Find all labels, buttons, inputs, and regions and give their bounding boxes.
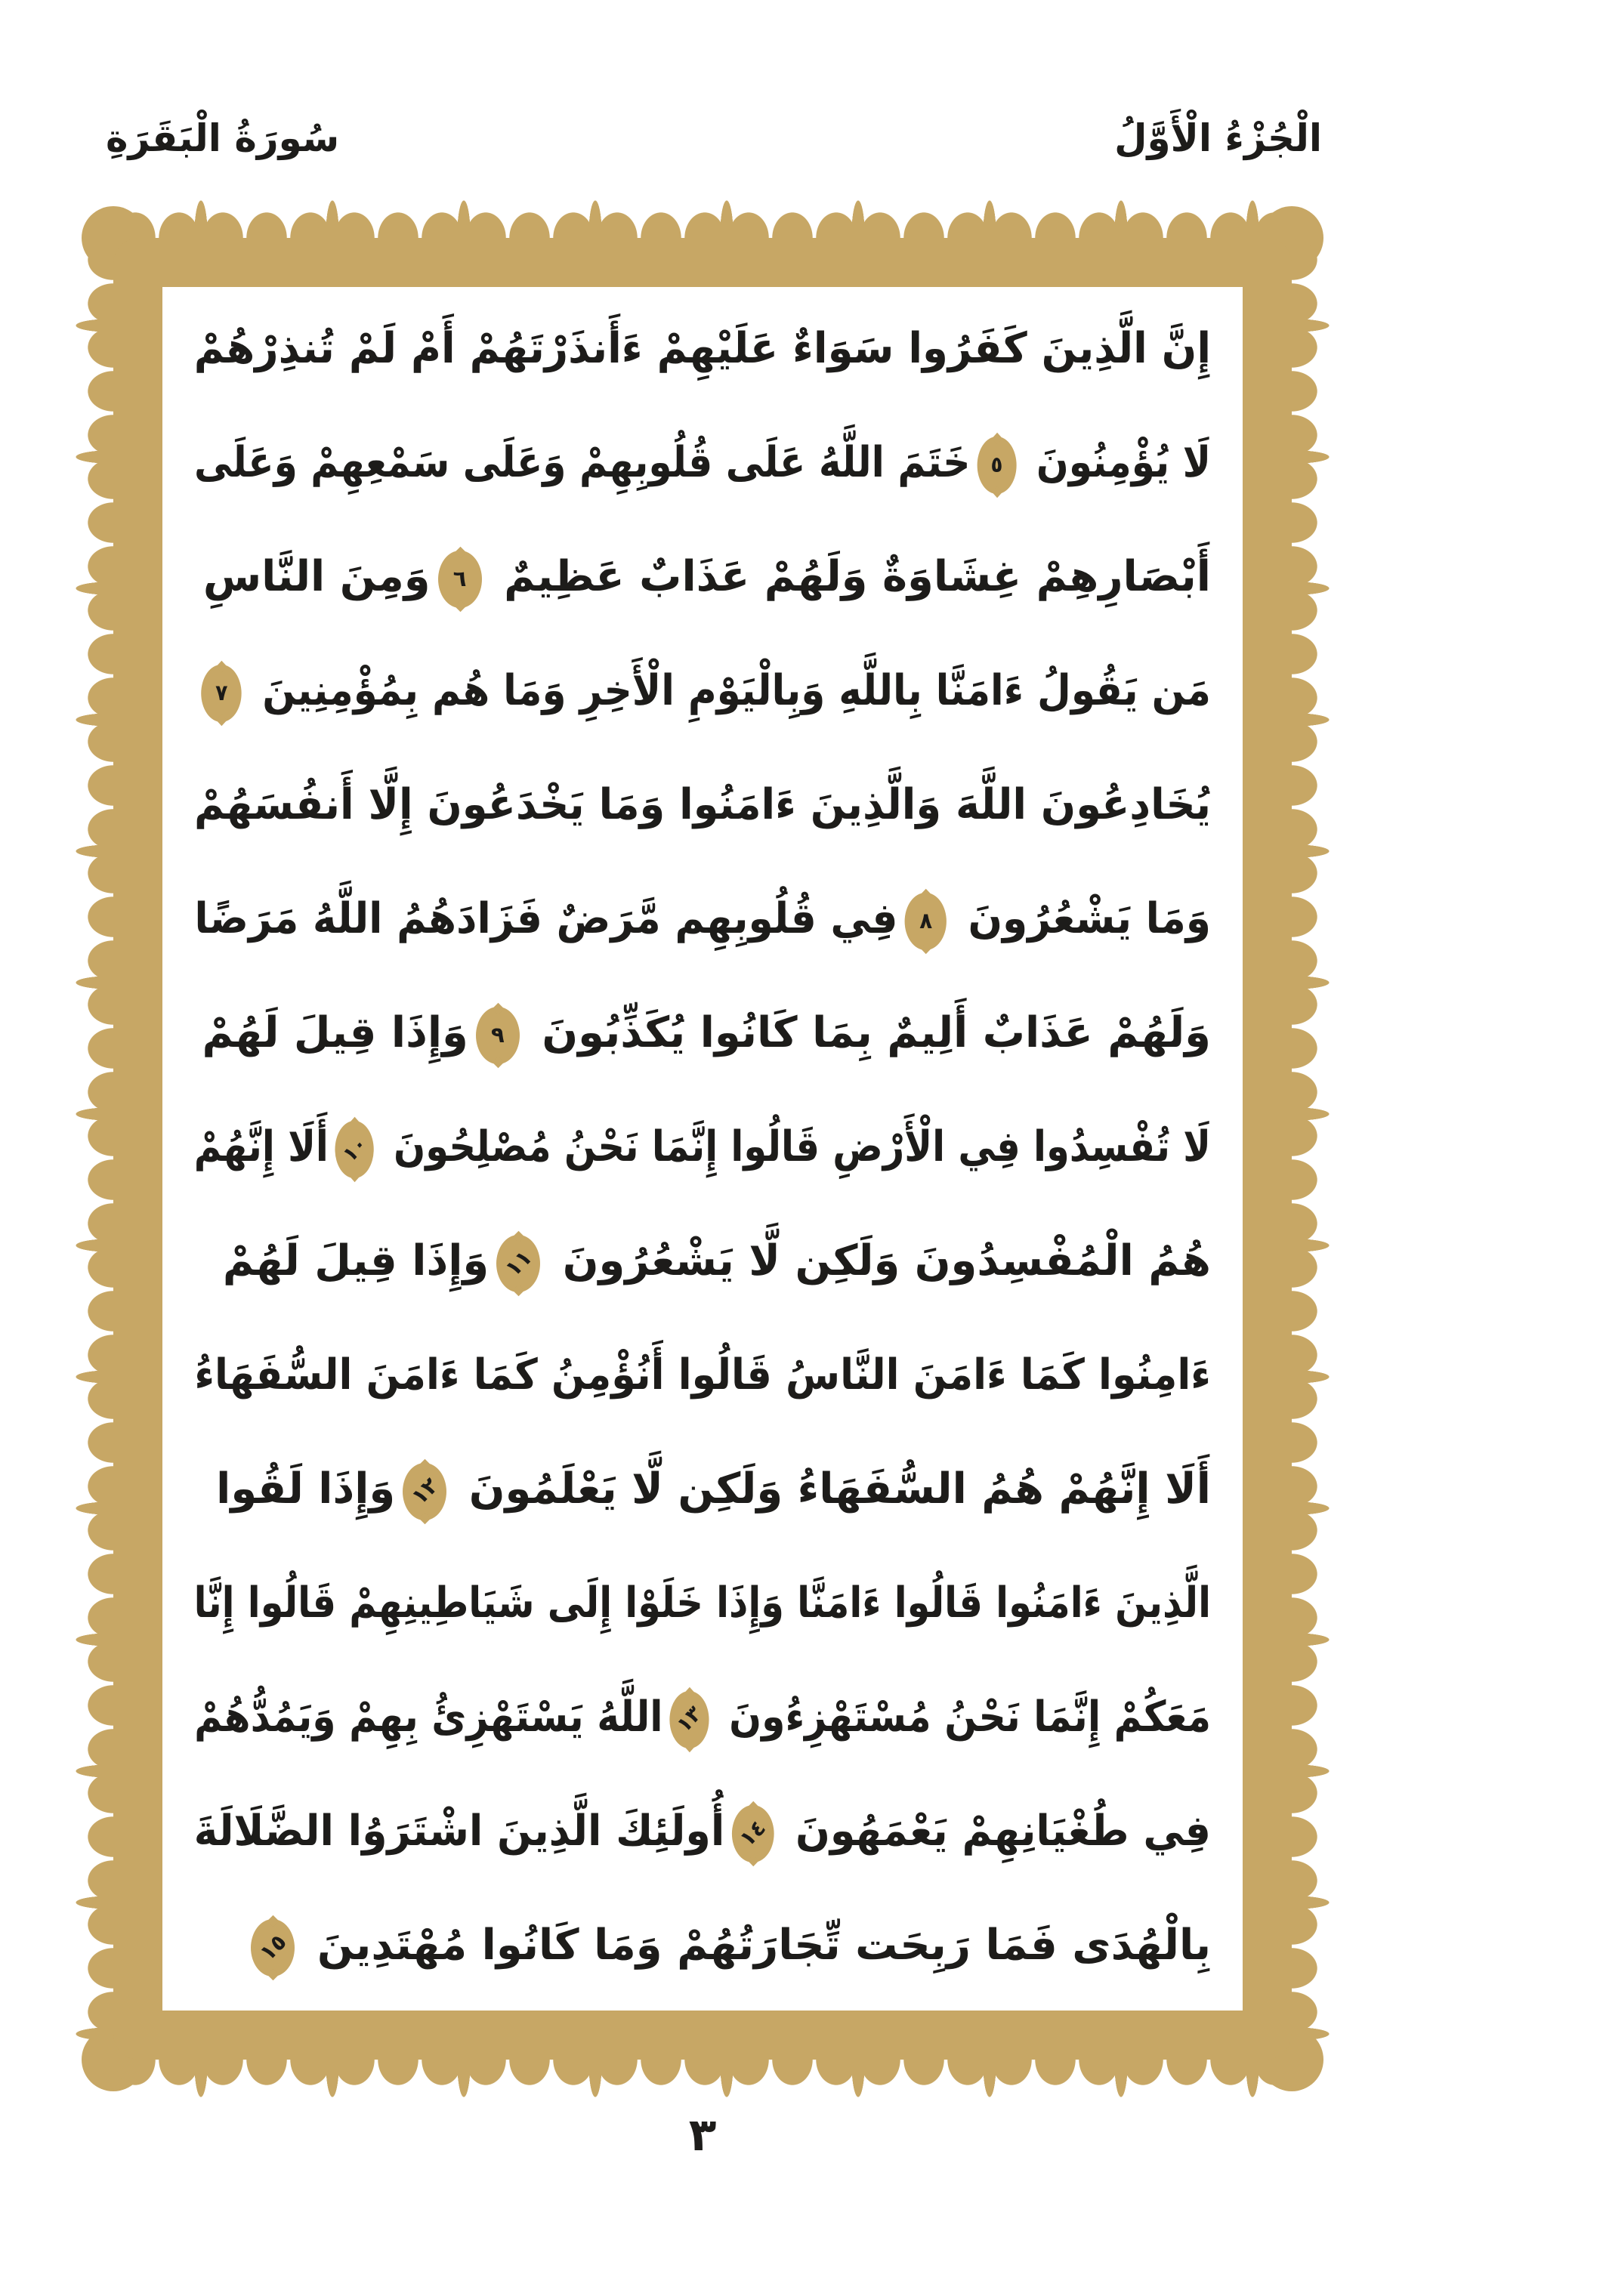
quran-text-block <box>162 287 1243 2011</box>
quran-line-text: مَعَكُمْ إِنَّمَا نَحْنُ مُسْتَهْزِءُونَ <box>729 1693 1211 1742</box>
verse-number: ٥ <box>990 452 1003 478</box>
quran-line-text: خَتَمَ اللَّهُ عَلَى قُلُوبِهِمْ وَعَلَى سَمْعِهِمْ وَعَلَى <box>193 438 971 487</box>
verse-marker <box>251 1919 295 1977</box>
quran-line <box>194 520 1211 634</box>
verse-marker <box>496 1235 540 1292</box>
quran-line <box>215 634 1212 748</box>
quran-line-text: أَلَا إِنَّهُمْ هُمُ السُّفَهَاءُ وَلَكِن لَّا يَعْلَمُونَ <box>468 1464 1211 1514</box>
verse-number: ٦ <box>452 566 467 592</box>
quran-line <box>193 1774 1211 1888</box>
verse-marker <box>335 1121 374 1178</box>
verse-number: ١٣ <box>672 1700 706 1739</box>
quran-line-text: هُمُ الْمُفْسِدُونَ وَلَكِن لَّا يَشْعُرُونَ <box>562 1236 1211 1285</box>
frame-scallop-bottom <box>113 2060 1292 2097</box>
verse-number: ١٤ <box>734 1814 771 1853</box>
quran-line <box>194 748 1211 862</box>
verse-number: ٧ <box>215 680 228 706</box>
frame-scallop-top <box>113 200 1292 238</box>
quran-line-text: الَّذِينَ ءَامَنُوا قَالُوا ءَامَنَّا وَإِذَا خَلَوْا إِلَى شَيَاطِينِهِمْ قَالُوا إِنَّا <box>193 1578 1211 1628</box>
verse-marker <box>669 1691 709 1748</box>
verse-marker <box>905 893 947 950</box>
quran-line <box>194 1432 1211 1546</box>
quran-line <box>193 1546 1211 1660</box>
verse-marker <box>977 437 1016 494</box>
quran-line <box>194 1888 1211 2002</box>
verse-marker <box>403 1463 446 1520</box>
quran-line-text: مَن يَقُولُ ءَامَنَّا بِاللَّهِ وَبِالْيَوْمِ الْأَخِرِ وَمَا هُم بِمُؤْمِنِينَ <box>262 666 1212 715</box>
quran-line-text: ءَامِنُوا كَمَا ءَامَنَ النَّاسُ قَالُوا أَنُؤْمِنُ كَمَا ءَامَنَ السُّفَهَاءُ <box>194 1350 1211 1400</box>
frame-scallop-right <box>1292 238 1330 2060</box>
quran-line-text: فِي طُغْيَانِهِمْ يَعْمَهُونَ <box>795 1807 1211 1856</box>
quran-line-text: لَا يُؤْمِنُونَ <box>1036 438 1211 487</box>
verse-number: ١٥ <box>254 1928 292 1967</box>
quran-line-text: وَإِذَا لَقُوا <box>216 1464 396 1514</box>
verse-number: ٨ <box>919 908 933 934</box>
verse-number: ١٢ <box>406 1472 443 1511</box>
juz-title: الْجُزْءُ الْأَوَّلُ <box>1114 116 1322 160</box>
quran-line-text: إِنَّ الَّذِينَ كَفَرُوا سَوَاءٌ عَلَيْهِمْ ءَأَنذَرْتَهُمْ أَمْ لَمْ تُنذِرْهُمْ <box>193 324 1212 373</box>
quran-line <box>193 292 1212 406</box>
quran-line-text: يُخَادِعُونَ اللَّهَ وَالَّذِينَ ءَامَنُوا وَمَا يَخْدَعُونَ إِلَّا أَنفُسَهُمْ <box>194 780 1211 829</box>
quran-line-text: وَإِذَا قِيلَ لَهُمْ <box>222 1236 490 1285</box>
verse-marker <box>476 1007 520 1064</box>
quran-line-text: اللَّهُ يَسْتَهْزِئُ بِهِمْ وَيَمُدُّهُمْ <box>194 1693 663 1742</box>
quran-line-text: فِي قُلُوبِهِم مَّرَضٌ فَزَادَهُمُ اللَّهُ مَرَضًا <box>194 894 898 943</box>
verse-number: ١٠ <box>338 1130 371 1168</box>
quran-line <box>194 1660 1211 1774</box>
quran-line-text: وَمَا يَشْعُرُونَ <box>968 894 1211 943</box>
quran-line <box>194 862 1211 976</box>
verse-number: ٩ <box>490 1022 505 1048</box>
verse-marker <box>438 551 482 608</box>
quran-line-text: بِالْهُدَى فَمَا رَبِحَت تِّجَارَتُهُمْ وَمَا كَانُوا مُهْتَدِينَ <box>317 1921 1211 1970</box>
quran-line-text: أَلَا إِنَّهُمْ <box>193 1122 329 1171</box>
quran-line-text: أَبْصَارِهِمْ غِشَاوَةٌ وَلَهُمْ عَذَابٌ عَظِيمٌ <box>504 552 1211 601</box>
verse-number: ١١ <box>499 1244 537 1282</box>
page-number: ٣ <box>688 2109 717 2162</box>
verse-marker <box>202 665 242 722</box>
quran-line-text: وَمِنَ النَّاسِ <box>202 552 431 601</box>
frame-scallop-left <box>76 238 113 2060</box>
surah-title: سُورَةُ الْبَقَرَةِ <box>106 116 340 160</box>
quran-line <box>193 406 1211 520</box>
quran-line <box>194 976 1211 1090</box>
quran-line-text: أُولَئِكَ الَّذِينَ اشْتَرَوُا الضَّلَالَةَ <box>193 1807 725 1856</box>
verse-marker <box>732 1805 774 1862</box>
quran-line-text: وَإِذَا قِيلَ لَهُمْ <box>202 1008 468 1057</box>
quran-line <box>194 1318 1211 1432</box>
quran-line <box>193 1090 1211 1204</box>
quran-line-text: لَا تُفْسِدُوا فِي الْأَرْضِ قَالُوا إِنَّمَا نَحْنُ مُصْلِحُونَ <box>394 1122 1211 1171</box>
quran-line-text: وَلَهُمْ عَذَابٌ أَلِيمٌ بِمَا كَانُوا يُكَذِّبُونَ <box>542 1008 1211 1057</box>
quran-line <box>194 1204 1211 1318</box>
